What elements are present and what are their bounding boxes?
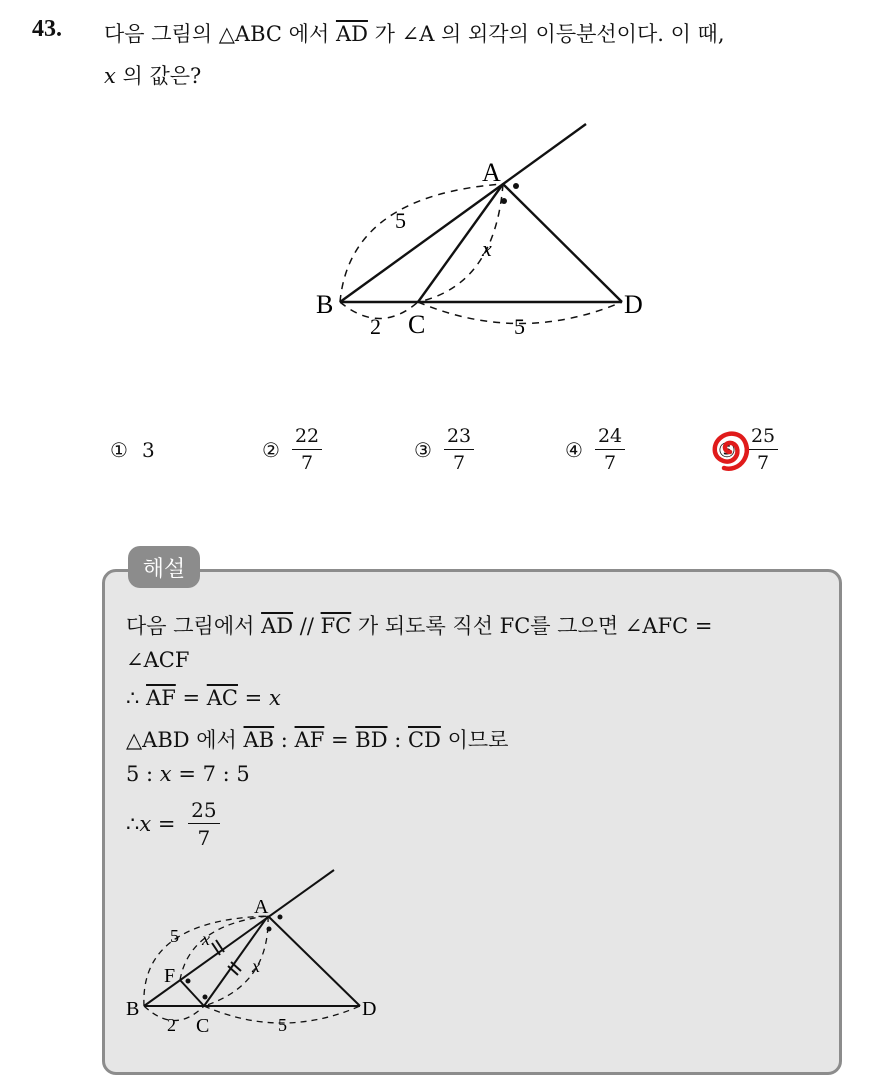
angle-mark-dot <box>186 979 191 984</box>
label-b: B <box>316 290 334 319</box>
variable-x: x <box>159 762 172 786</box>
choice-mark: ③ <box>414 438 432 462</box>
choice-mark: ② <box>262 438 280 462</box>
label-c: C <box>408 310 426 339</box>
length-ac: x <box>252 956 260 976</box>
length-af: x <box>202 929 210 949</box>
choice-mark: ⑤ <box>718 438 736 462</box>
fraction-numerator: 22 <box>292 427 322 450</box>
segment-af: $\overline{AF}$ <box>146 686 176 710</box>
label-b: B <box>126 998 140 1020</box>
length-bc: 2 <box>167 1015 176 1035</box>
segment-ac: $\overline{AC}$ <box>206 686 238 710</box>
label-a: A <box>482 158 501 187</box>
fraction-denominator: 7 <box>300 452 314 474</box>
length-cd: 5 <box>514 314 525 339</box>
solution-tag: 해설 <box>128 546 200 588</box>
fraction-numerator: 24 <box>595 427 625 450</box>
equals: = <box>237 686 269 710</box>
fraction-denominator: 7 <box>452 452 466 474</box>
fraction-denominator: 7 <box>756 452 770 474</box>
length-ab: 5 <box>395 208 406 233</box>
parallel-symbol: // <box>293 614 321 638</box>
colon: : <box>274 728 295 752</box>
segment-af: $\overline{AF}$ <box>294 728 325 752</box>
choice-mark: ① <box>110 438 128 462</box>
question-text: 가 <box>367 22 402 46</box>
question-text: 의 값은? <box>115 64 202 88</box>
segment-ad: $\overline{AD}$ <box>335 22 368 46</box>
length-cd: 5 <box>278 1015 287 1035</box>
solution-text: 가 되도록 직선 FC를 그으면 ∠AFC = <box>351 614 713 638</box>
fraction-denominator: 7 <box>603 452 617 474</box>
triangle-abc: △ABC <box>218 22 282 46</box>
segment-bd: $\overline{BD}$ <box>355 728 388 752</box>
fraction-numerator: 23 <box>444 427 474 450</box>
angle-mark-dot <box>278 915 283 920</box>
label-a: A <box>254 896 269 918</box>
solution-text: △ABD 에서 <box>126 728 244 752</box>
segment-cd: $\overline{CD}$ <box>407 728 441 752</box>
length-bc: 2 <box>370 314 381 339</box>
length-ab: 5 <box>170 926 179 946</box>
length-ac: x <box>482 236 492 261</box>
question-text: 의 외각의 이등분선이다. 이 때, <box>434 22 725 46</box>
fraction-numerator: 25 <box>748 427 778 450</box>
angle-mark-dot <box>203 995 208 1000</box>
label-d: D <box>362 998 377 1020</box>
therefore-symbol: ∴ <box>126 686 147 710</box>
fraction-denominator: 7 <box>197 826 211 850</box>
colon: : <box>387 728 408 752</box>
variable-x: x <box>104 64 116 88</box>
ratio-left: 5 : <box>126 762 160 786</box>
choice-mark: ④ <box>565 438 583 462</box>
variable-x: x <box>268 686 281 710</box>
solution-line-2: ∠ACF <box>126 648 190 672</box>
segment-fc <box>180 980 204 1006</box>
label-c: C <box>196 1015 210 1037</box>
question-text: 에서 <box>282 22 336 46</box>
question-text: 다음 그림의 <box>104 22 219 46</box>
equals: = <box>175 686 207 710</box>
angle-mark-dot <box>267 927 272 932</box>
angle-a: ∠A <box>401 22 435 46</box>
variable-x: x <box>139 812 152 836</box>
segment-ad <box>268 916 360 1006</box>
fraction-numerator: 25 <box>188 800 219 824</box>
solution-text: 다음 그림에서 <box>126 614 262 638</box>
question-number: 43. <box>32 16 62 42</box>
segment-ab: $\overline{AB}$ <box>243 728 275 752</box>
segment-fc: $\overline{FC}$ <box>320 614 352 638</box>
therefore-symbol: ∴ <box>126 812 140 836</box>
equals: = <box>324 728 356 752</box>
label-f: F <box>164 965 176 987</box>
equals: = <box>151 812 183 836</box>
choice-value: 3 <box>141 438 155 462</box>
solution-text: 이므로 <box>440 728 509 752</box>
ratio-right: = 7 : 5 <box>171 762 250 786</box>
segment-ad: $\overline{AD}$ <box>261 614 294 638</box>
label-d: D <box>624 290 643 319</box>
